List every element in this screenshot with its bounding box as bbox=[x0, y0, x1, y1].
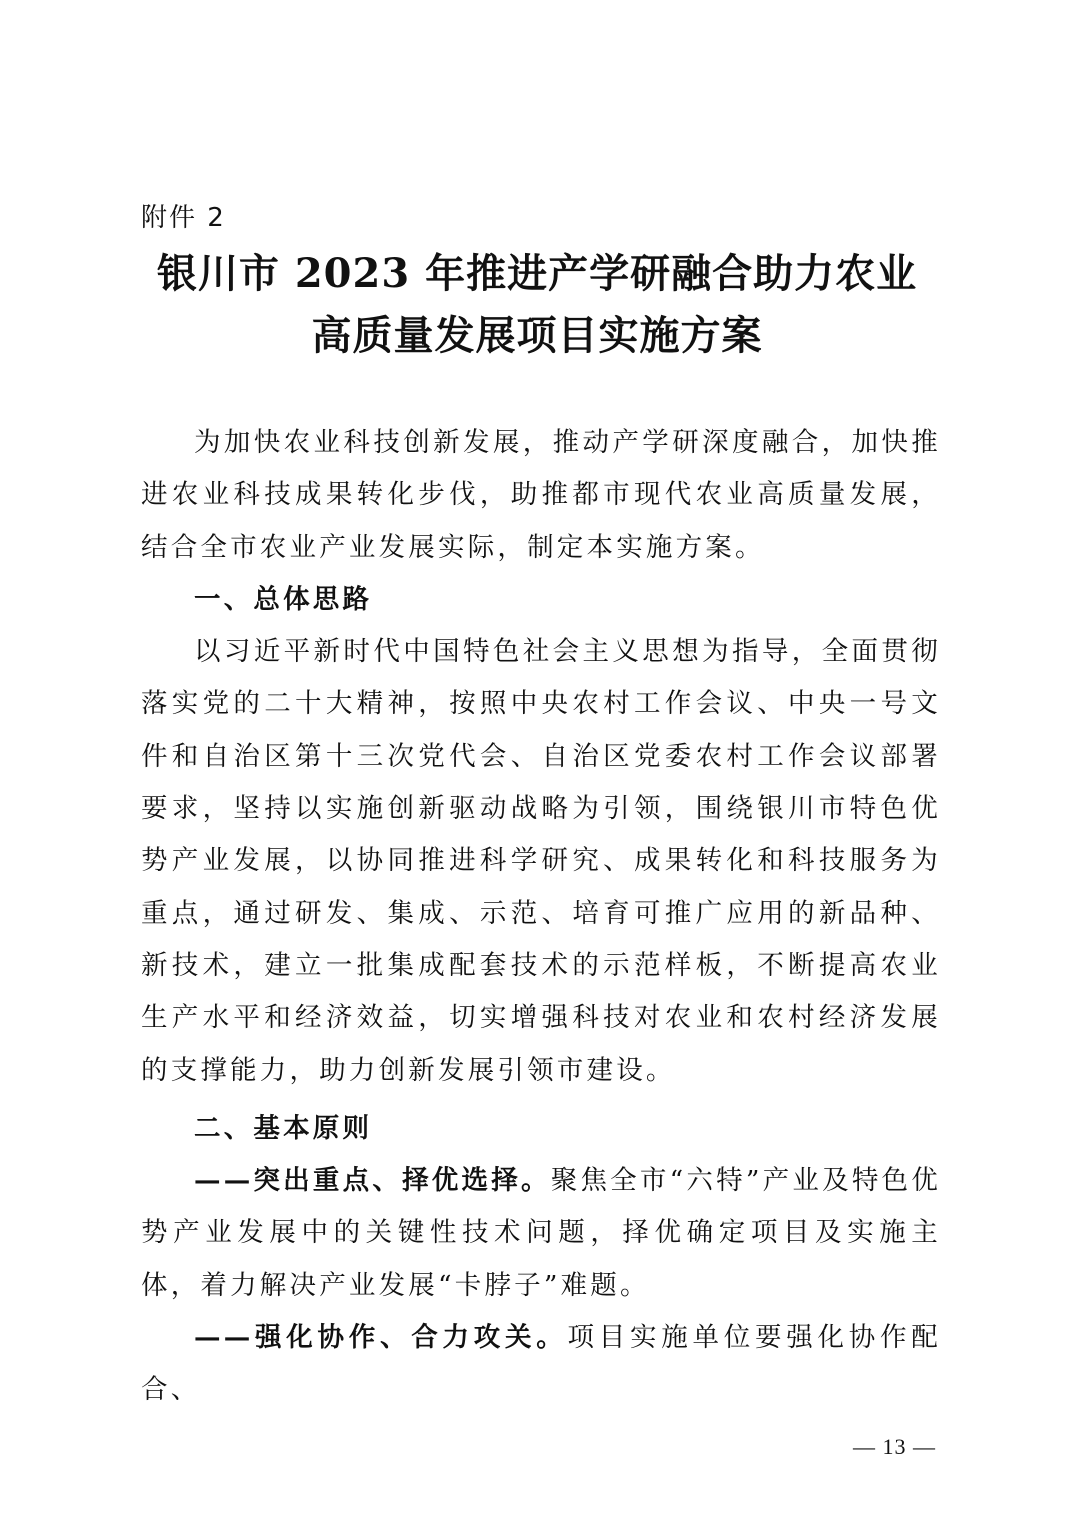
section-heading-overall-approach: 一、总体思路 bbox=[194, 583, 373, 615]
document-body bbox=[141, 417, 941, 1417]
principle-paragraph-1 bbox=[141, 1155, 941, 1312]
intro-paragraph: 为加快农业科技创新发展，推动产学研深度融合，加快推进农业科技成果转化步伐，助推都市现代农业高质量发展，结合全市农业产业发展实际，制定本实施方案。 bbox=[141, 427, 941, 563]
attachment-label: 附件 2 bbox=[141, 203, 226, 233]
principle-1-lead: ——突出重点、择优选择。 bbox=[194, 1165, 551, 1197]
principle-paragraph-2 bbox=[141, 1312, 941, 1417]
principle-2-body: 项目实施单位要强化协作配合、 bbox=[141, 1322, 941, 1406]
principle-1-body: 聚焦全市“六特”产业及特色优势产业发展中的关键性技术问题，择优确定项目及实施主体，着力解决产业发展“卡脖子”难题。 bbox=[141, 1165, 941, 1301]
page-number: — 13 — bbox=[853, 1434, 936, 1459]
overall-approach-paragraph: 以习近平新时代中国特色社会主义思想为指导，全面贯彻落实党的二十大精神，按照中央农村工作会议、中央一号文件和自治区第十三次党代会、自治区党委农村工作会议部署要求，坚持以实施创新驱动战略为引领，围绕银川市特色优势产业发展，以协同推进科学研究、成果转化和科技服务为重点，通过研发、集成、示范、培育可推广应用的新品种、新技术，建立一批集成配套技术的示范样板，不断提高农业生产水平和经济效益，切实增强科技对农业和农村经济发展的支撑能力，助力创新发展引领市建设。 bbox=[141, 636, 941, 1086]
principle-2-lead: ——强化协作、合力攻关。 bbox=[194, 1322, 568, 1354]
document-title-line-1: 银川市 2023 年推进产学研融合助力农业 bbox=[156, 250, 918, 297]
section-heading-basic-principles: 二、基本原则 bbox=[194, 1112, 373, 1144]
document-title-line-2: 高质量发展项目实施方案 bbox=[311, 312, 763, 359]
